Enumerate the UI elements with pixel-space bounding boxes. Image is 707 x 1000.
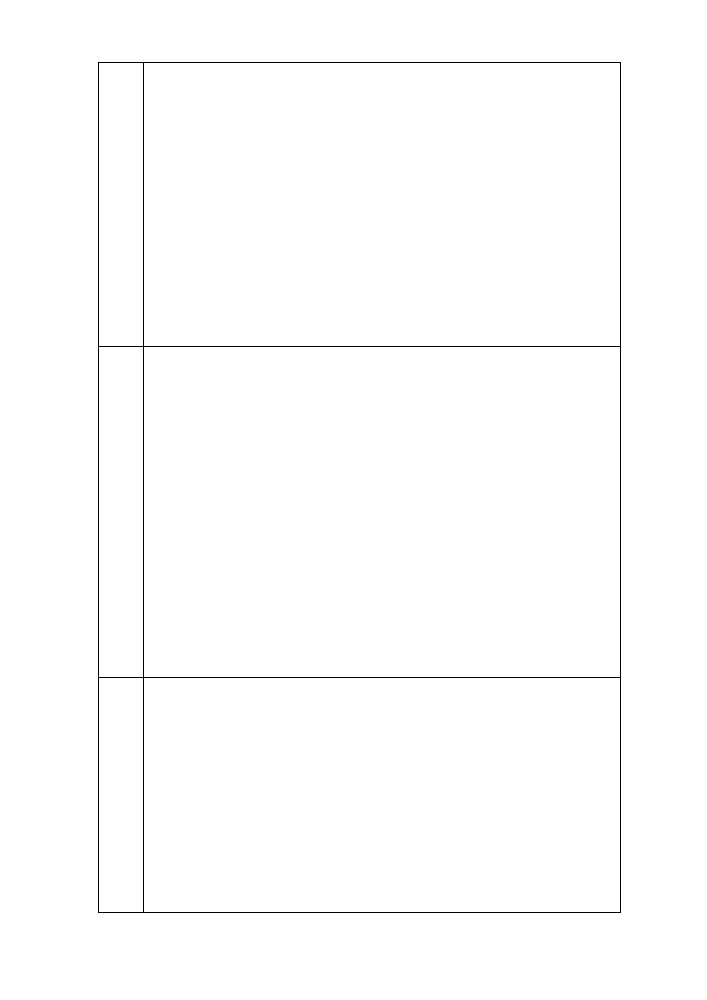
- row-divider: [98, 346, 621, 347]
- row-divider: [98, 677, 621, 678]
- project-table: [98, 62, 621, 913]
- column-divider: [143, 62, 144, 913]
